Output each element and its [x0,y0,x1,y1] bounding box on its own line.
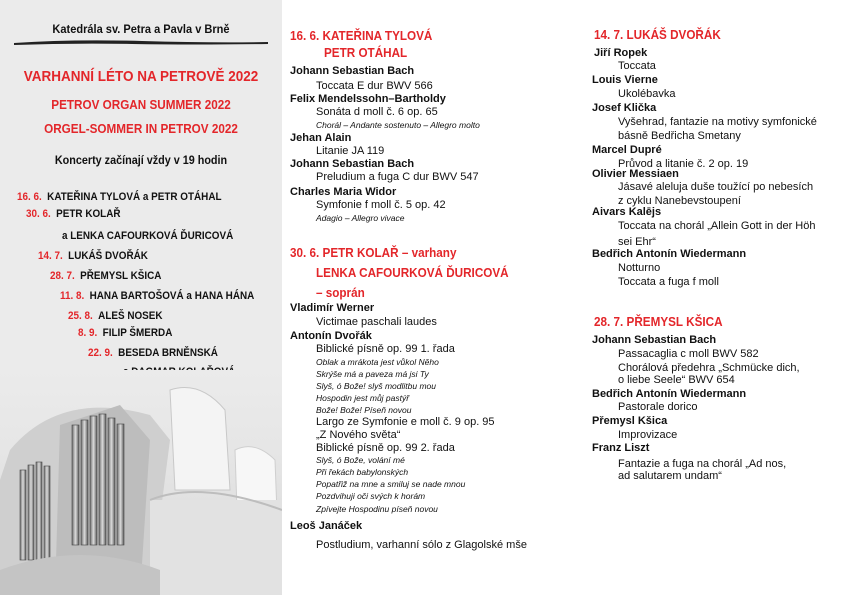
work-title: Preludium a fuga C dur BWV 547 [316,171,479,183]
work-title: Symfonie f moll č. 5 op. 42 [316,199,446,211]
schedule-date: 30. 6. [26,208,51,220]
composer-name: Vladimír Werner [290,302,375,314]
schedule-entry [50,270,161,282]
movement-detail: Oblak a mrákota jest vůkol Něho [316,357,439,367]
work-title: sei Ehr“ [618,236,656,248]
schedule-performers: PETR KOLAŘ [56,208,121,220]
concert-heading: 14. 7. LUKÁŠ DVOŘÁK [594,27,721,42]
composer-name: Bedřich Antonín Wiedermann [592,248,747,260]
program-column-3 [564,0,842,595]
concert-start-time: Koncerty začínají vždy v 19 hodin [54,153,228,167]
schedule-date: 25. 8. [68,310,93,322]
movement-detail: Slyš, ó Bože, volání mé [316,455,405,465]
work-title: Toccata [618,60,656,72]
work-title: Sonáta d moll č. 6 op. 65 [316,106,438,118]
work-title: o liebe Seele“ BWV 654 [618,374,735,386]
work-title: Jásavé aleluja duše toužící po nebesích [618,181,814,193]
work-title: Passacaglia c moll BWV 582 [618,348,759,360]
schedule-entry [62,230,233,242]
work-title: Toccata na chorál „Allein Gott in der Höh [618,220,816,232]
festival-title-de: ORGEL-SOMMER IN PETROV 2022 [44,121,238,136]
composer-name: Antonín Dvořák [290,330,372,342]
schedule-performers: HANA BARTOŠOVÁ a HANA HÁNA [89,290,255,302]
composer-name: Felix Mendelssohn–Bartholdy [290,93,446,105]
composer-name: Leoš Janáček [290,520,363,532]
schedule-entry [26,208,121,220]
schedule-performers: a LENKA CAFOURKOVÁ ĎURICOVÁ [62,230,234,242]
festival-title-cz: VARHANNÍ LÉTO NA PETROVĚ 2022 [23,68,259,85]
work-title: Biblické písně op. 99 2. řada [316,442,455,454]
concert-heading: – soprán [316,285,365,300]
work-title: Biblické písně op. 99 1. řada [316,343,455,355]
venue-name: Katedrála sv. Petra a Pavla v Brně [52,22,230,36]
composer-name: Franz Liszt [592,442,650,454]
schedule-date: 28. 7. [50,270,75,282]
work-title: z cyklu Nanebevstoupení [618,195,741,207]
composer-name: Josef Klička [592,102,657,114]
composer-name: Jehan Alain [290,132,352,144]
composer-name: Marcel Dupré [592,144,662,156]
work-title: Victimae paschali laudes [316,316,437,328]
schedule-date: 8. 9. [78,327,98,339]
movement-detail: Popatřiž na mne a smiluj se nade mnou [316,479,466,489]
festival-title-en: PETROV ORGAN SUMMER 2022 [51,97,231,112]
concert-heading: PETR OTÁHAL [324,45,408,60]
schedule-entry [88,347,218,359]
composer-name: Aivars Kalējs [592,206,662,218]
work-title: Largo ze Symfonie e moll č. 9 op. 95 [316,416,495,428]
work-title: Notturno [618,262,661,274]
schedule-date: 22. 9. [88,347,113,359]
schedule-performers: KATEŘINA TYLOVÁ a PETR OTÁHAL [47,191,222,203]
movement-detail: Skrýše má a paveza má jsi Ty [316,369,429,379]
composer-name: Louis Vierne [592,74,658,86]
work-title: Vyšehrad, fantazie na motivy symfonické [618,116,817,128]
concert-heading: 30. 6. PETR KOLAŘ – varhany [290,245,457,260]
schedule-entry [17,191,222,203]
concert-heading: 16. 6. KATEŘINA TYLOVÁ [290,28,433,43]
work-title: Toccata E dur BWV 566 [316,80,433,92]
schedule-entry [38,250,148,262]
work-title: Toccata a fuga f moll [618,276,719,288]
movement-detail: Adagio – Allegro vivace [316,213,405,223]
organ-photo [0,370,282,595]
work-title: „Z Nového světa“ [316,429,401,441]
work-title: Fantazie a fuga na chorál „Ad nos, [618,458,787,470]
work-title: básně Bedřicha Smetany [618,130,741,142]
movement-detail: Chorál – Andante sostenuto – Allegro molto [316,120,480,130]
schedule-entry [78,327,172,339]
work-title: Improvizace [618,429,678,441]
concert-heading: 28. 7. PŘEMYSL KŠICA [594,314,723,329]
movement-detail: Bože! Bože! Píseň novou [316,405,412,415]
work-title: Litanie JA 119 [316,145,385,157]
composer-name: Charles Maria Widor [290,186,397,198]
schedule-entry [68,310,163,322]
composer-name: Johann Sebastian Bach [592,334,717,346]
movement-detail: Slyš, ó Bože! slyš modlitbu mou [316,381,436,391]
schedule-performers: FILIP ŠMERDA [102,327,173,339]
movement-detail: Při řekách babylonských [316,467,409,477]
schedule-date: 14. 7. [38,250,63,262]
brush-divider [12,38,270,46]
movement-detail: Hospodin jest můj pastýř [316,393,410,403]
movement-detail: Pozdvihuji oči svých k horám [316,491,426,501]
title-panel [0,0,282,595]
work-title: Průvod a litanie č. 2 op. 19 [618,158,749,170]
schedule-performers: PŘEMYSL KŠICA [80,270,162,282]
schedule-performers: LUKÁŠ DVOŘÁK [68,250,148,262]
movement-detail: Zpívejte Hospodinu píseň novou [316,504,438,514]
composer-name: Olivier Messiaen [592,168,679,180]
schedule-date: 11. 8. [60,290,85,302]
schedule-performers: ALEŠ NOSEK [98,310,163,322]
work-title: Pastorale dorico [618,401,698,413]
schedule-performers: BESEDA BRNĚNSKÁ [118,347,218,359]
composer-name: Johann Sebastian Bach [290,65,415,77]
work-title: Ukolébavka [618,88,676,100]
work-title: Postludium, varhanní sólo z Glagolské mše [316,539,527,551]
work-title: ad salutarem undam“ [618,470,722,482]
concert-heading: LENKA CAFOURKOVÁ ĎURICOVÁ [316,265,509,280]
program-column-2 [282,0,564,595]
work-title: Chorálová předehra „Schmücke dich, [618,362,800,374]
composer-name: Jiří Ropek [594,47,648,59]
schedule-entry [60,290,254,302]
schedule-date: 16. 6. [17,191,42,203]
composer-name: Johann Sebastian Bach [290,158,415,170]
composer-name: Přemysl Kšica [592,415,668,427]
composer-name: Bedřich Antonín Wiedermann [592,388,747,400]
